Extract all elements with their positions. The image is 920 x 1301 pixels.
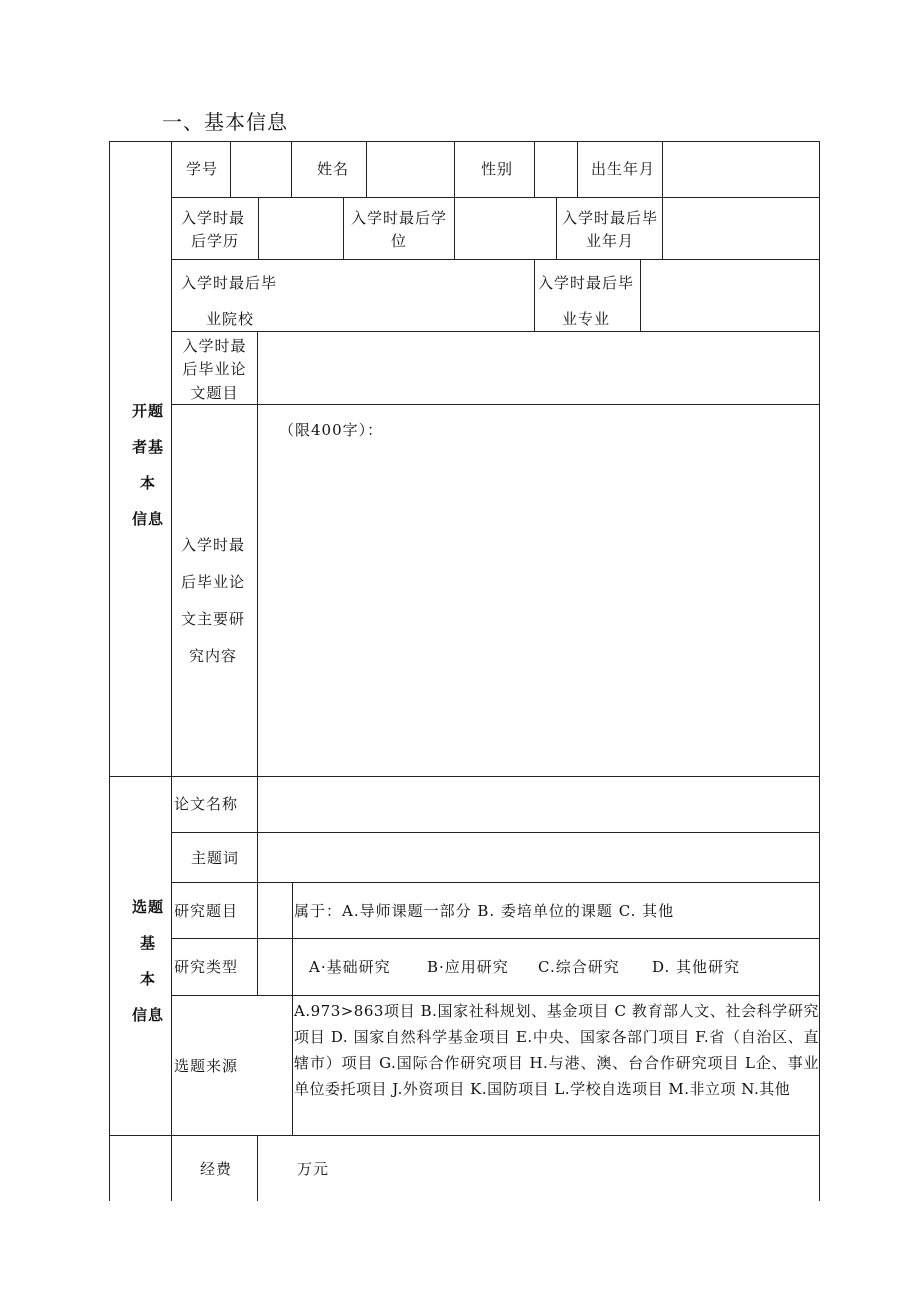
label-line: 位 xyxy=(390,232,407,251)
last-degree-label xyxy=(345,207,453,254)
border-top xyxy=(109,141,820,142)
col-line xyxy=(257,776,258,995)
col-line xyxy=(454,141,455,197)
research-project-value: 属于：A.导师课题一部分 B. 委培单位的课题 C. 其他 xyxy=(294,902,675,920)
topic-source-label: 选题来源 xyxy=(174,1057,239,1075)
col-line xyxy=(640,259,641,331)
section-topic-line: 信息 xyxy=(131,1006,164,1024)
col-line xyxy=(257,1135,258,1201)
content-limit-note: （限400字）： xyxy=(279,421,384,439)
label-line: 后学历 xyxy=(191,232,240,251)
row-line xyxy=(171,938,820,939)
section-applicant-line: 开题 xyxy=(131,402,164,420)
section-applicant-label xyxy=(123,393,173,537)
research-project-label: 研究题目 xyxy=(174,902,239,920)
col-line xyxy=(291,141,292,197)
col-line xyxy=(366,141,367,197)
col-line xyxy=(257,331,258,776)
label-line: 文题目 xyxy=(190,383,239,402)
row-line xyxy=(171,832,820,833)
section-topic-line: 选题 xyxy=(131,898,164,916)
last-education-label xyxy=(181,207,245,254)
label-line: 入学时最后毕 xyxy=(561,209,658,227)
label-line: 入学时最 xyxy=(181,209,246,227)
row-line xyxy=(171,331,820,332)
label-line: 后毕业论 xyxy=(182,360,247,379)
student-id-label: 学号 xyxy=(186,160,219,178)
research-type-label: 研究类型 xyxy=(174,958,239,976)
research-type-d: D. 其他研究 xyxy=(652,958,741,976)
graduation-school-label: 入学时最后毕 xyxy=(181,274,278,292)
col-line xyxy=(454,197,455,259)
label-line: 入学时最 xyxy=(182,337,247,355)
research-type-b: B·应用研究 xyxy=(427,958,509,976)
col-line xyxy=(556,197,557,259)
section-applicant-line: 信息 xyxy=(131,510,164,528)
label-line: 究内容 xyxy=(189,647,238,665)
section-applicant-line: 本 xyxy=(139,474,156,492)
thesis-name-label: 论文名称 xyxy=(174,795,239,813)
label-line: 入学时最后学 xyxy=(350,209,447,227)
funding-label: 经费 xyxy=(200,1160,233,1178)
topic-source-value: A.973>863项目 B.国家社科规划、基金项目 C 教育部人文、社会科学研究项目 D. 国家自然科学基金项目 E.中央、国家各部门项目 F.省（自治区、直辖市）项目 G.国际合作研究项目 H.与港、澳、台合作研究项目 L企、事业单位委托项目 J.外资项目 K.国防项目 L.学校自选项目 M.非立项 N.其他 xyxy=(294,1002,819,1098)
label-line: 后毕业论 xyxy=(181,573,246,591)
col-line xyxy=(343,197,344,259)
funding-unit: 万元 xyxy=(297,1160,330,1178)
row-line xyxy=(171,882,820,883)
border-left xyxy=(109,141,110,1201)
row-line xyxy=(171,995,820,996)
thesis-title-label xyxy=(172,335,257,405)
label-line: 文主要研 xyxy=(181,610,246,628)
section-applicant-line: 者基 xyxy=(131,438,164,456)
col-line xyxy=(577,141,578,197)
label-line: 业年月 xyxy=(585,232,634,251)
row-line xyxy=(171,197,820,198)
basic-info-form xyxy=(109,141,820,1201)
col-line xyxy=(662,141,663,197)
gender-label: 性别 xyxy=(481,160,514,178)
section-line xyxy=(109,1135,820,1136)
keywords-label: 主题词 xyxy=(191,849,240,867)
col-line xyxy=(292,882,293,995)
row-line xyxy=(171,404,820,405)
section-topic-label xyxy=(123,889,173,1033)
research-type-a: A·基础研究 xyxy=(309,958,391,976)
graduation-school-label-line2: 业院校 xyxy=(206,310,255,328)
col-line xyxy=(230,141,231,197)
col-line xyxy=(534,259,535,331)
birth-label: 出生年月 xyxy=(591,160,656,178)
label-line: 入学时最 xyxy=(181,536,246,554)
graduation-date-label xyxy=(558,207,662,254)
research-type-c: C.综合研究 xyxy=(538,958,620,976)
col-line xyxy=(662,197,663,259)
graduation-major-label: 入学时最后毕 xyxy=(538,274,635,292)
border-right xyxy=(819,141,820,1201)
section-divider xyxy=(171,141,172,1201)
row-line xyxy=(171,259,820,260)
thesis-content-label xyxy=(181,527,245,675)
page-heading: 一、基本信息 xyxy=(162,110,288,134)
graduation-major-label-line2: 业专业 xyxy=(562,310,611,328)
section-line xyxy=(109,776,820,777)
col-line xyxy=(534,141,535,197)
col-line xyxy=(258,197,259,259)
name-label: 姓名 xyxy=(317,160,350,178)
col-line xyxy=(292,995,293,1135)
section-topic-line: 基 xyxy=(139,934,156,952)
section-topic-line: 本 xyxy=(139,970,156,988)
